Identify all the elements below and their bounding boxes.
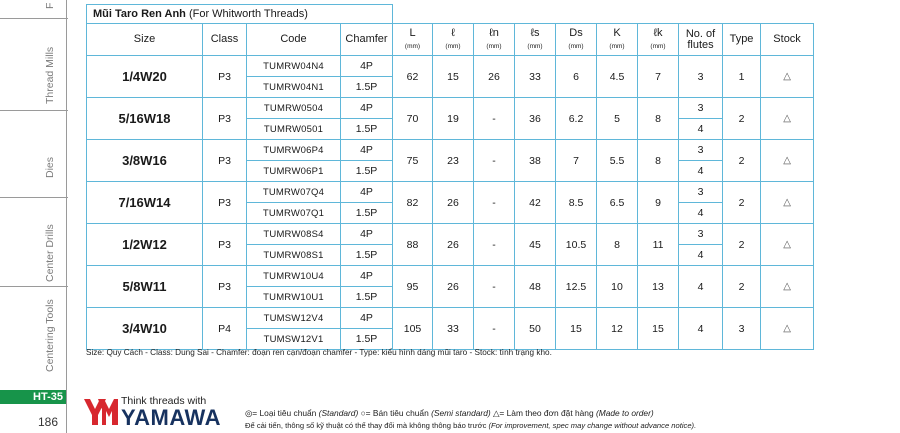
cell-size: 1/2W12 <box>87 224 203 266</box>
header-class: Class <box>203 24 247 56</box>
header-ln: ℓn (mm) <box>474 24 515 56</box>
cell-lk: 9 <box>638 182 679 224</box>
cell-chamfer: 4P <box>341 56 393 77</box>
cell-class: P3 <box>203 98 247 140</box>
side-divider-line <box>66 0 67 433</box>
cell-size: 3/8W16 <box>87 140 203 182</box>
table-row <box>87 224 814 245</box>
cell-ln: 26 <box>474 56 515 98</box>
side-tab-strip <box>0 0 68 433</box>
cell-flutes: 3 <box>679 140 723 161</box>
cell-l: 26 <box>433 224 474 266</box>
cell-lk: 13 <box>638 266 679 308</box>
cell-size: 7/16W14 <box>87 182 203 224</box>
table-title-rest: (For Whitworth Threads) <box>185 8 308 20</box>
header-Ds: Ds (mm) <box>556 24 597 56</box>
cell-chamfer: 1.5P <box>341 245 393 266</box>
cell-flutes: 3 <box>679 224 723 245</box>
cell-lk: 7 <box>638 56 679 98</box>
table-row <box>87 182 814 203</box>
cell-ls: 33 <box>515 56 556 98</box>
cell-l: 82 <box>393 182 433 224</box>
cell-l: 23 <box>433 140 474 182</box>
cell-ln: - <box>474 140 515 182</box>
cell-chamfer: 4P <box>341 182 393 203</box>
cell-l: 95 <box>393 266 433 308</box>
cell-stock: △ <box>761 224 814 266</box>
cell-code: TUMRW04N4 <box>247 56 341 77</box>
cell-lk: 15 <box>638 308 679 350</box>
cell-l: 62 <box>393 56 433 98</box>
table-row <box>87 56 814 77</box>
cell-k: 6.5 <box>597 182 638 224</box>
cell-class: P4 <box>203 308 247 350</box>
header-flutes: No. of flutes <box>679 24 723 56</box>
table-title-row <box>87 5 814 24</box>
table-title <box>87 5 393 24</box>
header-size: Size <box>87 24 203 56</box>
cell-stock: △ <box>761 98 814 140</box>
brand-logo <box>84 395 234 431</box>
spec-table <box>86 4 814 350</box>
cell-flutes: 4 <box>679 245 723 266</box>
table-row <box>87 266 814 287</box>
cell-type: 1 <box>723 56 761 98</box>
cell-type: 2 <box>723 224 761 266</box>
cell-chamfer: 1.5P <box>341 287 393 308</box>
side-tab-thread-mills[interactable]: Thread Mills <box>44 46 56 104</box>
cell-code: TUMRW04N1 <box>247 77 341 98</box>
cell-ls: 42 <box>515 182 556 224</box>
cell-ls: 45 <box>515 224 556 266</box>
stock-legend: ◎= Loại tiêu chuẩn (Standard) ○= Bán tiêu chuẩn (Semi standard) △= Làm theo đơn đặt hàng (Made to order) <box>245 408 654 418</box>
side-tab-centering-tools[interactable]: Centering Tools <box>44 299 56 372</box>
cell-ln: - <box>474 182 515 224</box>
cell-k: 12 <box>597 308 638 350</box>
cell-l: 26 <box>433 182 474 224</box>
cell-code: TUMSW12V4 <box>247 308 341 329</box>
cell-chamfer: 1.5P <box>341 329 393 350</box>
spec-table-container <box>86 4 813 350</box>
title-blank <box>393 5 814 24</box>
cell-l: 26 <box>433 266 474 308</box>
cell-k: 10 <box>597 266 638 308</box>
header-lk: ℓk (mm) <box>638 24 679 56</box>
cell-size: 5/8W11 <box>87 266 203 308</box>
cell-flutes: 4 <box>679 308 723 350</box>
cell-code: TUMSW12V1 <box>247 329 341 350</box>
cell-type: 2 <box>723 98 761 140</box>
cell-chamfer: 4P <box>341 98 393 119</box>
cell-stock: △ <box>761 308 814 350</box>
cell-flutes: 4 <box>679 266 723 308</box>
cell-l: 33 <box>433 308 474 350</box>
cell-size: 3/4W10 <box>87 308 203 350</box>
cell-class: P3 <box>203 56 247 98</box>
cell-k: 8 <box>597 224 638 266</box>
side-tab-partial[interactable]: F <box>44 2 56 9</box>
cell-ls: 38 <box>515 140 556 182</box>
cell-code: TUMRW0504 <box>247 98 341 119</box>
side-separator <box>0 197 68 198</box>
cell-l: 75 <box>393 140 433 182</box>
cell-chamfer: 4P <box>341 224 393 245</box>
cell-lk: 11 <box>638 224 679 266</box>
cell-l: 15 <box>433 56 474 98</box>
cell-code: TUMRW0501 <box>247 119 341 140</box>
cell-ds: 7 <box>556 140 597 182</box>
page-number: 186 <box>38 415 59 429</box>
table-header-row <box>87 24 814 56</box>
cell-ln: - <box>474 266 515 308</box>
cell-flutes: 3 <box>679 56 723 98</box>
header-ls: ℓs (mm) <box>515 24 556 56</box>
table-row <box>87 308 814 329</box>
cell-type: 2 <box>723 266 761 308</box>
table-footnote: Size: Quy Cách - Class: Dung Sai - Chamfer: đoạn ren cạn/đoạn chamfer - Type: kiểu hình dáng mũi taro - Stock: tình trạng kho. <box>86 348 552 357</box>
cell-code: TUMRW07Q1 <box>247 203 341 224</box>
cell-chamfer: 1.5P <box>341 203 393 224</box>
table-row <box>87 140 814 161</box>
header-l: ℓ (mm) <box>433 24 474 56</box>
cell-code: TUMRW06P4 <box>247 140 341 161</box>
cell-class: P3 <box>203 266 247 308</box>
cell-code: TUMRW08S1 <box>247 245 341 266</box>
side-separator <box>0 110 68 111</box>
cell-type: 2 <box>723 182 761 224</box>
cell-flutes: 3 <box>679 182 723 203</box>
cell-chamfer: 4P <box>341 266 393 287</box>
cell-stock: △ <box>761 140 814 182</box>
cell-l: 105 <box>393 308 433 350</box>
header-code: Code <box>247 24 341 56</box>
brand-tagline: Think threads with <box>121 395 207 407</box>
cell-ds: 10.5 <box>556 224 597 266</box>
cell-ls: 48 <box>515 266 556 308</box>
header-K: K (mm) <box>597 24 638 56</box>
cell-flutes: 4 <box>679 203 723 224</box>
cell-flutes: 4 <box>679 119 723 140</box>
cell-class: P3 <box>203 140 247 182</box>
cell-l: 70 <box>393 98 433 140</box>
cell-ds: 6 <box>556 56 597 98</box>
header-stock: Stock <box>761 24 814 56</box>
side-separator <box>0 18 68 19</box>
cell-size: 1/4W20 <box>87 56 203 98</box>
cell-k: 5.5 <box>597 140 638 182</box>
cell-stock: △ <box>761 266 814 308</box>
cell-type: 3 <box>723 308 761 350</box>
cell-flutes: 4 <box>679 161 723 182</box>
cell-ls: 36 <box>515 98 556 140</box>
cell-type: 2 <box>723 140 761 182</box>
cell-chamfer: 4P <box>341 308 393 329</box>
cell-ds: 6.2 <box>556 98 597 140</box>
side-tab-center-drills[interactable]: Center Drills <box>44 224 56 282</box>
spec-notice: Để cải tiến, thông số kỹ thuật có thể thay đổi mà không thông báo trước (For improvement, spec may change without advance notice). <box>245 421 697 430</box>
cell-lk: 8 <box>638 98 679 140</box>
cell-ds: 8.5 <box>556 182 597 224</box>
cell-class: P3 <box>203 224 247 266</box>
cell-stock: △ <box>761 182 814 224</box>
yamawa-mark-icon <box>84 397 118 427</box>
cell-code: TUMRW10U4 <box>247 266 341 287</box>
cell-l: 19 <box>433 98 474 140</box>
cell-ds: 15 <box>556 308 597 350</box>
cell-k: 5 <box>597 98 638 140</box>
cell-code: TUMRW08S4 <box>247 224 341 245</box>
section-tag: HT-35 <box>0 390 66 404</box>
cell-flutes: 3 <box>679 98 723 119</box>
cell-l: 88 <box>393 224 433 266</box>
side-tab-dies[interactable]: Dies <box>44 156 56 178</box>
cell-chamfer: 4P <box>341 140 393 161</box>
cell-ln: - <box>474 98 515 140</box>
cell-ls: 50 <box>515 308 556 350</box>
cell-chamfer: 1.5P <box>341 161 393 182</box>
cell-stock: △ <box>761 56 814 98</box>
cell-code: TUMRW06P1 <box>247 161 341 182</box>
cell-ln: - <box>474 308 515 350</box>
cell-size: 5/16W18 <box>87 98 203 140</box>
header-L: L (mm) <box>393 24 433 56</box>
cell-code: TUMRW10U1 <box>247 287 341 308</box>
table-row <box>87 98 814 119</box>
cell-chamfer: 1.5P <box>341 77 393 98</box>
cell-ds: 12.5 <box>556 266 597 308</box>
brand-name: YAMAWA <box>121 405 221 430</box>
header-chamfer: Chamfer <box>341 24 393 56</box>
side-separator <box>0 286 68 287</box>
cell-class: P3 <box>203 182 247 224</box>
cell-code: TUMRW07Q4 <box>247 182 341 203</box>
header-type: Type <box>723 24 761 56</box>
cell-k: 4.5 <box>597 56 638 98</box>
cell-lk: 8 <box>638 140 679 182</box>
cell-chamfer: 1.5P <box>341 119 393 140</box>
cell-ln: - <box>474 224 515 266</box>
table-title-bold: Mũi Taro Ren Anh <box>93 8 186 20</box>
